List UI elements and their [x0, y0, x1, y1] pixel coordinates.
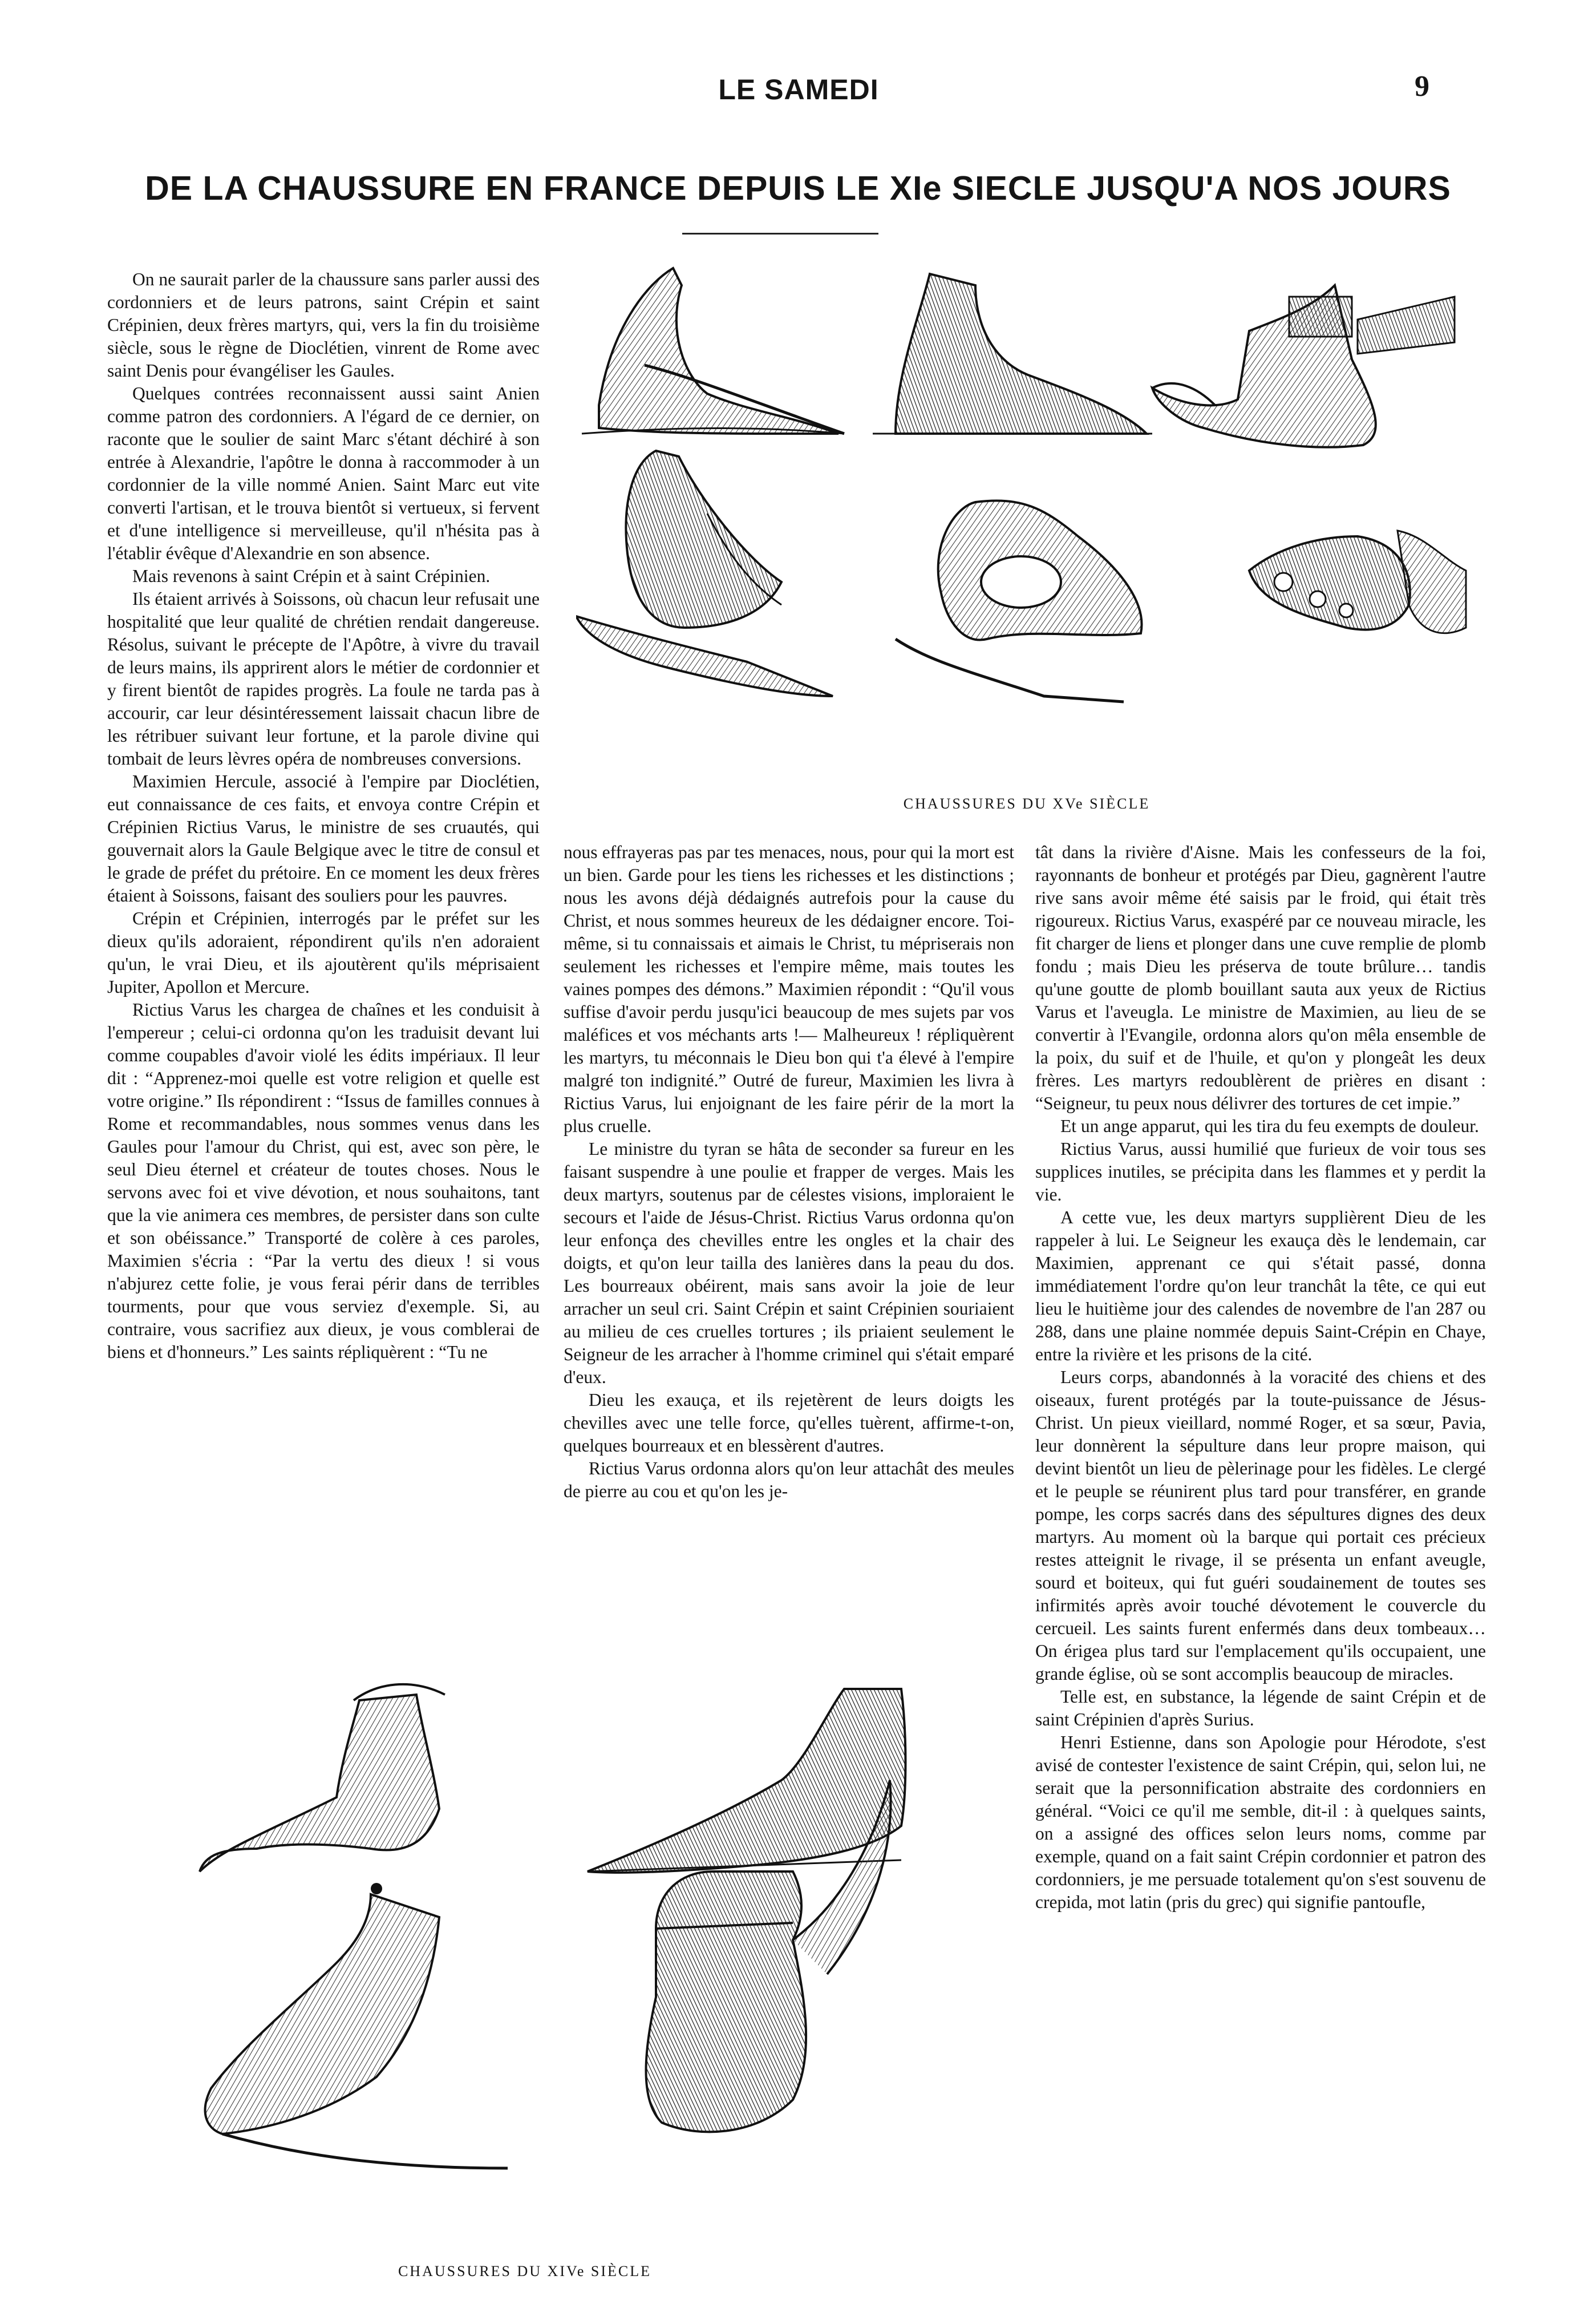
shoe-illustration-8 — [588, 1689, 906, 1873]
shoe-illustration-5 — [896, 501, 1142, 702]
top-figure-caption: CHAUSSURES DU XVe SIÈCLE — [903, 795, 1151, 812]
bottom-shoes-engraving — [188, 1678, 998, 2254]
title-rule — [682, 233, 878, 235]
paragraph: Ils étaient arrivés à Soissons, où chacun leur refusait une hospitalité que leur qualité de chrétien rendait dangereuse. Résolus, suivant le précepte de l'Apôtre, à vivre du travail de leurs mains, ils apprirent alors le métier de cordonnier et y firent bientôt de rapides progrès. La foule ne tarda pas à accourir, car leur désintéressement laissait chacun libre de les rétribuer suivant leur fortune, et la parole divine qui tombait de leurs lèvres opéra de nombreuses conversions. — [107, 589, 540, 769]
article-title: DE LA CHAUSSURE EN FRANCE DEPUIS LE XIe SIECLE JUSQU'A NOS JOURS — [145, 169, 1451, 207]
shoe-illustration-7 — [200, 1684, 445, 1872]
paragraph: Henri Estienne, dans son Apologie pour Hérodote, s'est avisé de contester l'existence de saint Crépin, qui, selon lui, ne serait que la personnification abstraite des cordonniers en général. “Voici ce qu'il me semble, dit-il : à quelques saints, on a assigné des offices selon leurs noms, comme par exemple, quand on a fait saint Crépin cordonnier et patron des cordonniers, je me persuade totalement qu'on s'est souvenu de crepida, mot latin (pris du grec) qui signifie pantoufle, — [1035, 1732, 1486, 1912]
paragraph: Rictius Varus les chargea de chaînes et les conduisit à l'empereur ; celui-ci ordonna qu'on les traduisit devant lui comme coupables d'avoir violé les édits impériaux. Il leur dit : “Apprenez-moi quelle est votre religion et quelle est votre origine.” Ils répondirent : “Issus de familles connues à Rome et recommandables, nous sommes venus dans les Gaules pour l'amour du Christ, qui est, avec son père, le seul Dieu éternel et créateur de toutes choses. Nous le servons avec foi et vive dévotion, et nous souhaitons, tant que la vie animera ces membres, de persister dans son culte et son obéissance.” Transporté de colère à ces paroles, Maximien s'écria : “Par la vertu des dieux ! si vous n'abjurez cette folie, je vous ferai périr dans de terribles tourments, pour que vous serviez d'exemple. Si, au contraire, vous sacrifiez aux dieux, je vous comblerai de biens et d'honneurs.” Les saints répliquèrent : “Tu ne — [107, 1000, 540, 1362]
bottom-figure-caption: CHAUSSURES DU XIVe SIÈCLE — [398, 2263, 652, 2279]
shoe-illustration-1 — [582, 268, 844, 434]
paragraph: Telle est, en substance, la légende de saint Crépin et de saint Crépinien d'après Surius. — [1035, 1687, 1486, 1729]
shoe-illustration-3 — [1152, 285, 1455, 447]
article-column-2 — [564, 841, 1014, 1503]
page-number: 9 — [1415, 70, 1429, 103]
paragraph: Dieu les exauça, et ils rejetèrent de leurs doigts les chevilles avec une telle force, qu'elles tuèrent, affirme-t-on, quelques bourreaux et en blessèrent d'autres. — [564, 1390, 1014, 1456]
paragraph: On ne saurait parler de la chaussure sans parler aussi des cordonniers et de leurs patrons, saint Crépin et saint Crépinien, deux frères martyrs, qui, vers la fin du troisième siècle, sous le règne de Dioclétien, vinrent de Rome avec saint Denis pour évangéliser les Gaules. — [107, 269, 540, 381]
shoe-illustration-9 — [205, 1883, 508, 2168]
running-head: LE SAMEDI — [718, 74, 879, 106]
paragraph: Quelques contrées reconnaissent aussi saint Anien comme patron des cordonniers. A l'égard de ce dernier, on raconte que le soulier de saint Marc s'étant déchiré à son entrée à Alexandrie, l'apôtre le donna à raccommoder à un cordonnier de la ville nommé Anien. Saint Marc eut vite converti l'artisan, et le trouva bientôt si vertueux, si fervent et d'une intelligence si merveilleuse, qu'il n'hésita pas à l'établir évêque d'Alexandrie en son absence. — [107, 383, 540, 563]
shoe-illustration-4 — [576, 451, 833, 696]
paragraph: tât dans la rivière d'Aisne. Mais les confesseurs de la foi, rayonnants de bonheur et protégés par Dieu, gagnèrent l'autre rive sans avoir même été saisis par le froid, qui était très rigoureux. Rictius Varus, exaspéré par ce nouveau miracle, les fit charger de liens et plonger dans une cuve remplie de plomb fondu ; mais Dieu les préserva de toute brûlure… tandis qu'une goutte de plomb bouillant sauta aux yeux de Rictius Varus et l'aveugla. Le ministre de Maximien, au lieu de se convertir à l'Evangile, ordonna alors qu'on mêla ensemble de la poix, du suif et de l'huile, et qu'on y plongeât les deux frères. Les martyrs redoublèrent de prières en disant : “Seigneur, tu peux nous délivrer des tortures de cet impie.” — [1035, 842, 1486, 1113]
article-column-1 — [107, 268, 540, 1364]
paragraph: Et un ange apparut, qui les tira du feu exempts de douleur. — [1060, 1116, 1479, 1136]
article-column-3 — [1035, 841, 1486, 1914]
paragraph: nous effrayeras pas par tes menaces, nous, pour qui la mort est un bien. Garde pour les tiens les richesses et les distinctions ; nous les avons déjà dédaignés autrefois pour la cause du Christ, et nous sommes heureux de les dédaigner encore. Toi-même, si tu connaissais et aimais le Christ, tu mépriserais non seulement les richesses et l'empire même, mais toutes les vaines pompes des démons.” Maximien répondit : “Qu'il vous suffise d'avoir perdu jusqu'ici beaucoup de mes sujets par vos maléfices et vos méchants arts !— Malheureux ! répliquèrent les martyrs, tu méconnais le Dieu bon qui t'a élevé à l'empire malgré ton indignité.” Outré de fureur, Maximien les livra à Rictius Varus, lui enjoignant de les faire périr de la mort la plus cruelle. — [564, 842, 1014, 1136]
paragraph: A cette vue, les deux martyrs supplièrent Dieu de les rappeler à lui. Le Seigneur les exauça dès le lendemain, car Maximien, apprenant ce qui s'était passé, donna immédiatement l'ordre qu'on leur tranchât la tête, ce qui eut lieu le huitième jour des calendes de novembre de l'an 287 ou 288, dans une plaine nommée depuis Saint-Crépin en Chaye, entre la rivière et les prisons de la cité. — [1035, 1207, 1486, 1364]
paragraph: Crépin et Crépinien, interrogés par le préfet sur les dieux qu'ils adoraient, répondirent qu'ils n'en adoraient qu'un, le vrai Dieu, et ils ajoutèrent qu'ils méprisaient Jupiter, Apollon et Mercure. — [107, 908, 540, 997]
shoe-illustration-6 — [1249, 531, 1466, 633]
paragraph: Rictius Varus, aussi humilié que furieux de voir tous ses supplices inutiles, se précipita dans les flammes et y perdit la vie. — [1035, 1139, 1486, 1204]
shoe-illustration-2 — [873, 274, 1152, 434]
paragraph: Leurs corps, abandonnés à la voracité des chiens et des oiseaux, furent protégés par la toute-puissance de Jésus-Christ. Un pieux vieillard, nommé Roger, et sa sœur, Pavia, leur donnèrent la sépulture dans leur propre maison, qui devint bientôt un lieu de pèlerinage pour les fidèles. Le clergé et le peuple se réunirent plus tard pour transférer, en grande pompe, les corps sacrés dans des sépultures dignes des deux martyrs. Au moment où la barque qui portait ces précieux restes atteignit le rivage, il se présenta un enfant aveugle, sourd et boiteux, qui fut guéri soudainement de toutes ses infirmités après avoir touché dévotement le couvercle du cercueil. Les saints furent enfermés dans deux tombeaux… On érigea plus tard sur l'emplacement qu'ils occupaient, une grande église, où se sont accomplis beaucoup de miracles. — [1035, 1367, 1486, 1684]
paragraph: Mais revenons à saint Crépin et à saint Crépinien. — [132, 566, 491, 586]
paragraph: Le ministre du tyran se hâta de seconder sa fureur en les faisant suspendre à une poulie et frapper de verges. Mais les deux martyrs, soutenus par de célestes visions, imploraient le secours et l'aide de Jésus-Christ. Rictius Varus ordonna qu'on leur enfonça des chevilles entre les ongles et la chair des doigts, et qu'on leur tailla des lanières dans la peau du dos. Les bourreaux obéirent, mais sans avoir la joie de leur arracher un seul cri. Saint Crépin et saint Crépinien souriaient au milieu de ces cruelles tortures ; ils priaient seulement le Seigneur de les arracher à l'homme criminel qui s'était emparé d'eux. — [564, 1139, 1014, 1387]
paragraph: Maximien Hercule, associé à l'empire par Dioclétien, eut connaissance de ces faits, et envoya contre Crépin et Crépinien Rictius Varus, le ministre de ses cruautés, qui gouvernait alors la Gaule Belgique avec le titre de consul et le grade de préfet du prétoire. En ce moment les deux frères étaient à Soissons, faisant des souliers pour les pauvres. — [107, 771, 540, 906]
paragraph: Rictius Varus ordonna alors qu'on leur attachât des meules de pierre au cou et qu'on les je- — [564, 1458, 1014, 1501]
top-shoes-engraving — [576, 262, 1477, 787]
